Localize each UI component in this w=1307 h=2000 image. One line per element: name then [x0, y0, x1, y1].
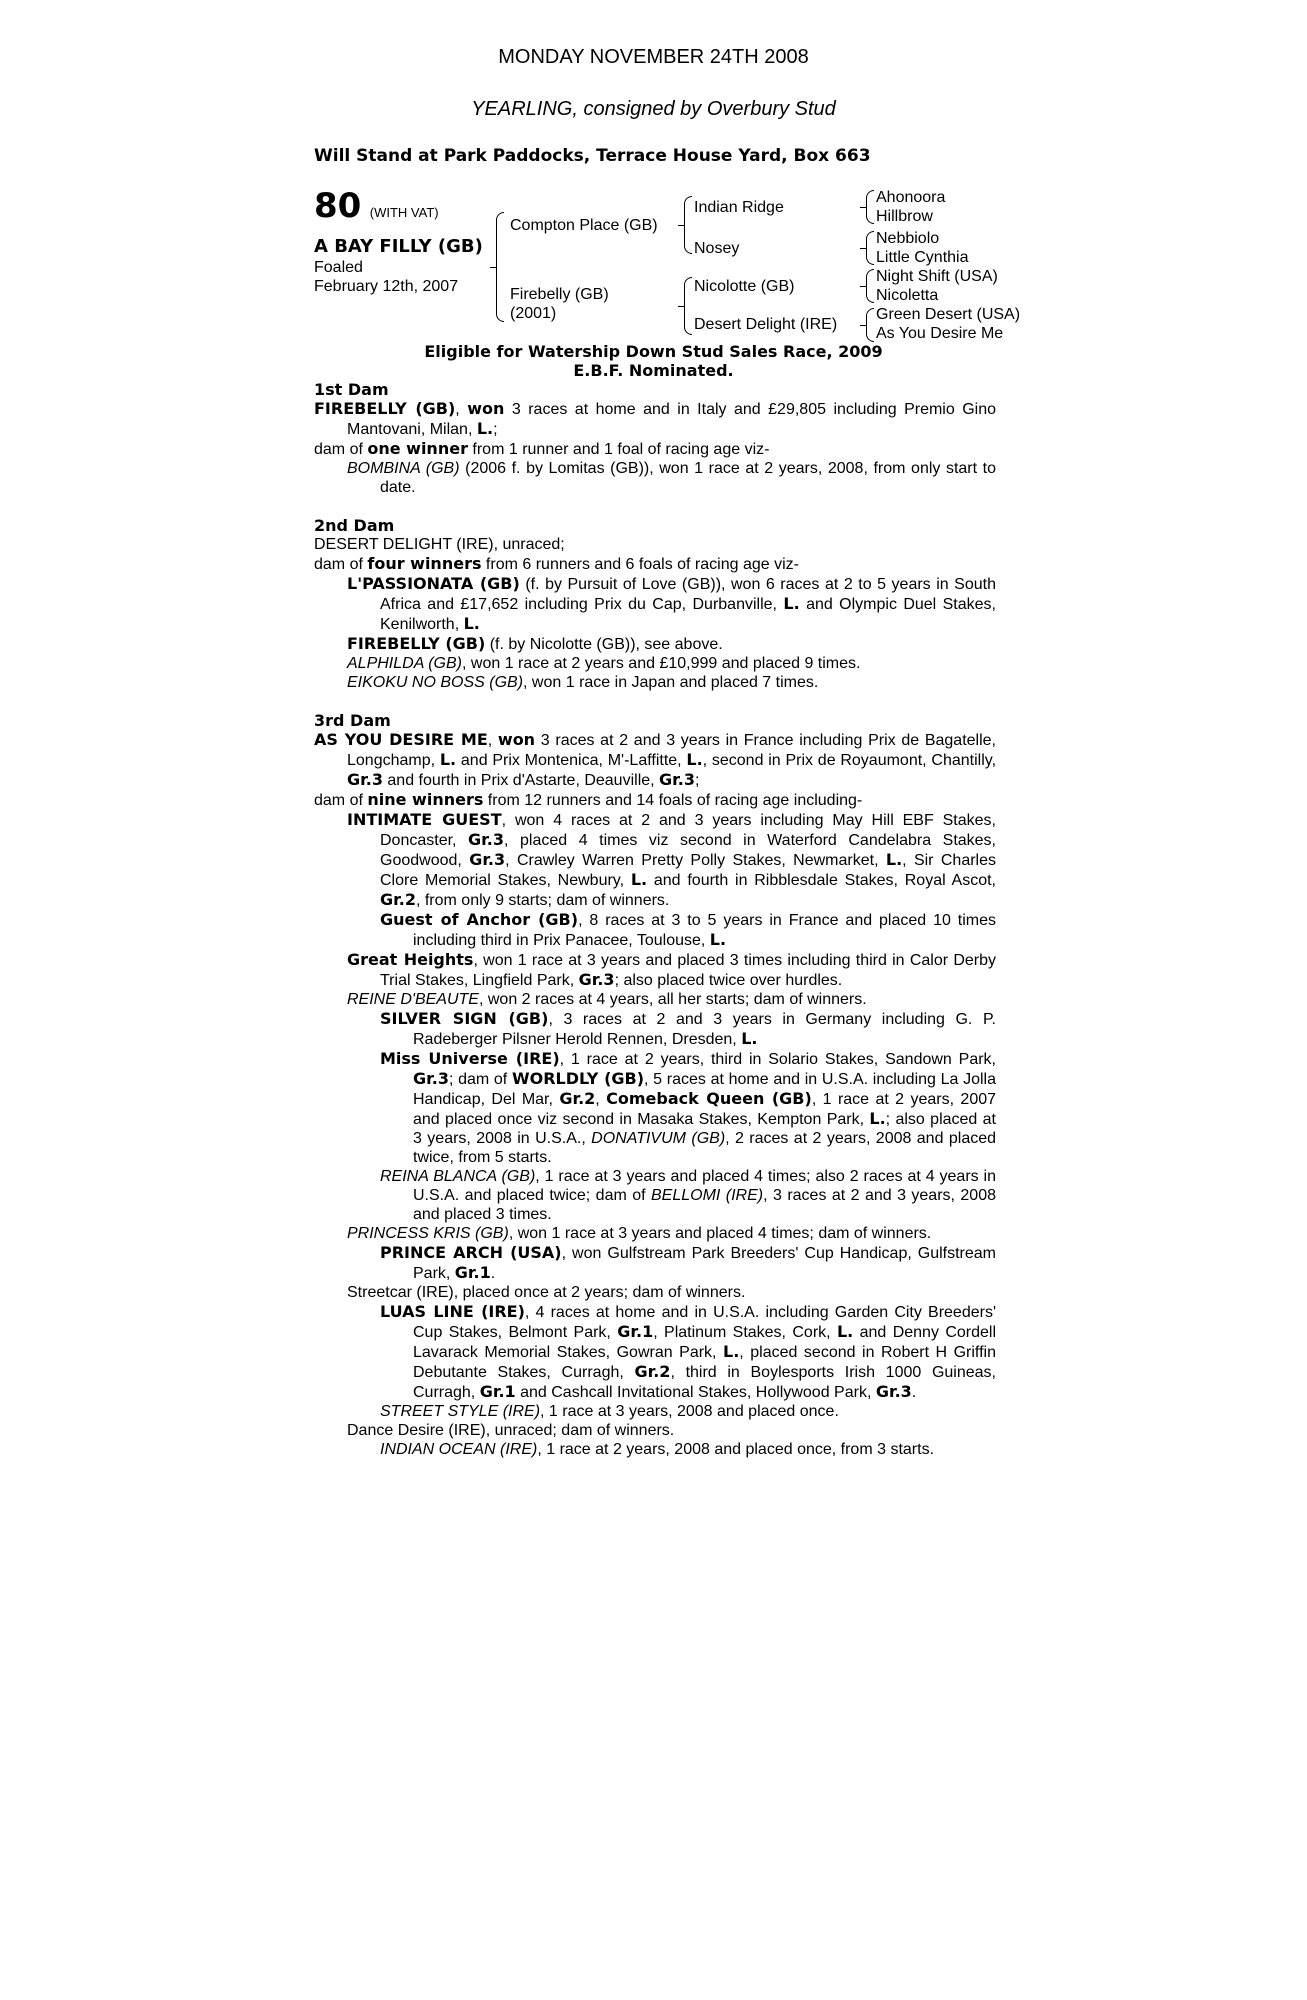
horse-name: A BAY FILLY (GB) [314, 236, 483, 257]
ebf-line: E.B.F. Nominated. [573, 361, 734, 380]
produce-entry: BOMBINA (GB) (2006 f. by Lomitas (GB)), won 1 race at 2 years, 2008, from only start to date. [347, 460, 996, 496]
third-dam-heading: 3rd Dam [314, 711, 391, 730]
dam-line-brace [684, 277, 692, 335]
first-dam-record: FIREBELLY (GB), won 3 races at home and in Italy and £29,805 including Premio Gino Mantovani, Milan, L.; [314, 399, 997, 438]
pedigree-g4: Little Cynthia [876, 249, 969, 266]
eligibility-line: Eligible for Watership Down Stud Sales Race, 2009 [424, 342, 883, 361]
produce-entry: SILVER SIGN (GB), 3 races at 2 and 3 years in Germany including G. P. Radeberger Pilsner Herold Rennen, Dresden, L. [380, 1009, 996, 1048]
pedigree-g5: Night Shift (USA) [876, 268, 998, 285]
produce-entry: ALPHILDA (GB), won 1 race at 2 years and £10,999 and placed 9 times. [347, 655, 861, 672]
first-dam-heading: 1st Dam [314, 380, 389, 399]
foaled-info [314, 258, 458, 296]
pedigree-g3: Nebbiolo [876, 230, 940, 247]
first-dam-produce: dam of one winner from 1 runner and 1 foal of racing age viz- [314, 439, 770, 458]
produce-entry: Great Heights, won 1 race at 3 years and placed 3 times including third in Calor Derby Trial Stakes, Lingfield Park, Gr.3; also placed twice over hurdles. [347, 950, 996, 989]
produce-entry: Dance Desire (IRE), unraced; dam of winners. [347, 1422, 675, 1439]
pedigree-dam-name: Firebelly (GB) [510, 286, 609, 303]
pedigree-sire-dam: Nosey [694, 240, 740, 257]
pedigree-dam [510, 285, 609, 323]
produce-entry: Guest of Anchor (GB), 8 races at 3 to 5 years in France and placed 10 times including third in Prix Panacee, Toulouse, L. [380, 910, 997, 949]
g3-brace [866, 269, 874, 303]
sire-line-brace [684, 196, 692, 254]
lot-type: YEARLING, consigned by Overbury Stud [471, 98, 836, 120]
second-dam-produce: dam of four winners from 6 runners and 6 foals of racing age viz- [314, 554, 799, 573]
pedigree-g6: Nicoletta [876, 287, 939, 304]
pedigree-sire-sire: Indian Ridge [694, 199, 784, 216]
second-dam-record: DESERT DELIGHT (IRE), unraced; [314, 536, 565, 553]
produce-entry: LUAS LINE (IRE), 4 races at home and in U.S.A. including Garden City Breeders' Cup Stakes, Belmont Park, Gr.1, Platinum Stakes, Cork, L. and Denny Cordell Lavarack Memorial Stakes, Gowran Park, L., placed second in Robert H Griffin Debutante Stakes, Curragh, Gr.2, third in Boylesports Irish 1000 Guineas, Curragh, Gr.1 and Cashcall Invitational Stakes, Hollywood Park, Gr.3. [380, 1302, 997, 1401]
lot-number: 80 [314, 186, 362, 226]
third-dam-record: AS YOU DESIRE ME, won 3 races at 2 and 3 years in France including Prix de Bagatelle, Longchamp, L. and Prix Montenica, M'-Laffitte, L., second in Prix de Royaumont, Chantilly, Gr.3 and fourth in Prix d'Astarte, Deauville, Gr.3; [314, 730, 997, 789]
pedigree-g8: As You Desire Me [876, 325, 1004, 342]
pedigree-dam-year: (2001) [510, 305, 557, 322]
produce-entry: REINE D'BEAUTE, won 2 races at 4 years, all her starts; dam of winners. [347, 991, 867, 1008]
second-dam-heading: 2nd Dam [314, 516, 395, 535]
pedigree-g1: Ahonoora [876, 189, 946, 206]
produce-entry: Miss Universe (IRE), 1 race at 2 years, third in Solario Stakes, Sandown Park, Gr.3; dam of WORLDLY (GB), 5 races at home and in U.S.A. including La Jolla Handicap, Del Mar, Gr.2, Comeback Queen (GB), 1 race at 2 years, 2007 and placed once viz second in Masaka Stakes, Kempton Park, L.; also placed at 3 years, 2008 in U.S.A., DONATIVUM (GB), 2 races at 2 years, 2008 and placed twice, from 5 starts. [380, 1049, 997, 1166]
foaled-label: Foaled [314, 259, 363, 276]
produce-entry: STREET STYLE (IRE), 1 race at 3 years, 2008 and placed once. [380, 1403, 839, 1420]
produce-entry: PRINCE ARCH (USA), won Gulfstream Park Breeders' Cup Handicap, Gulfstream Park, Gr.1. [380, 1243, 997, 1282]
produce-entry: INDIAN OCEAN (IRE), 1 race at 2 years, 2008 and placed once, from 3 starts. [380, 1441, 935, 1458]
sire-dam-brace [496, 212, 504, 322]
produce-entry: Streetcar (IRE), placed once at 2 years; dam of winners. [347, 1284, 746, 1301]
stand-location: Will Stand at Park Paddocks, Terrace House Yard, Box 663 [314, 146, 871, 166]
g1-brace [866, 190, 874, 224]
produce-entry: PRINCESS KRIS (GB), won 1 race at 3 years and placed 4 times; dam of winners. [347, 1225, 932, 1242]
foaled-date: February 12th, 2007 [314, 278, 459, 295]
produce-records [314, 380, 996, 1459]
produce-entry: EIKOKU NO BOSS (GB), won 1 race in Japan and placed 7 times. [347, 674, 819, 691]
lot-number-block [314, 186, 439, 226]
produce-entry: FIREBELLY (GB) (f. by Nicolotte (GB)), see above. [347, 634, 723, 653]
vat-label: (WITH VAT) [369, 205, 439, 220]
g2-brace [866, 231, 874, 265]
pedigree-dam-sire: Nicolotte (GB) [694, 278, 795, 295]
pedigree-dam-dam: Desert Delight (IRE) [694, 316, 838, 333]
produce-entry: L'PASSIONATA (GB) (f. by Pursuit of Love (GB)), won 6 races at 2 to 5 years in South Africa and £17,652 including Prix du Cap, Durbanville, L. and Olympic Duel Stakes, Kenilworth, L. [347, 574, 996, 633]
pedigree-sire: Compton Place (GB) [510, 217, 658, 234]
pedigree-g7: Green Desert (USA) [876, 306, 1021, 323]
produce-entry: INTIMATE GUEST, won 4 races at 2 and 3 years including May Hill EBF Stakes, Doncaster, Gr.3, placed 4 times viz second in Waterford Candelabra Stakes, Goodwood, Gr.3, Crawley Warren Pretty Polly Stakes, Newmarket, L., Sir Charles Clore Memorial Stakes, Newbury, L. and fourth in Ribblesdale Stakes, Royal Ascot, Gr.2, from only 9 starts; dam of winners. [347, 810, 997, 909]
pedigree-g2: Hillbrow [876, 208, 933, 225]
sale-date: MONDAY NOVEMBER 24TH 2008 [498, 46, 809, 68]
produce-entry: REINA BLANCA (GB), 1 race at 3 years and placed 4 times; also 2 races at 4 years in U.S.A. and placed twice; dam of BELLOMI (IRE), 3 races at 2 and 3 years, 2008 and placed 3 times. [380, 1168, 996, 1223]
third-dam-produce: dam of nine winners from 12 runners and 14 foals of racing age including- [314, 790, 863, 809]
g4-brace [866, 308, 874, 342]
